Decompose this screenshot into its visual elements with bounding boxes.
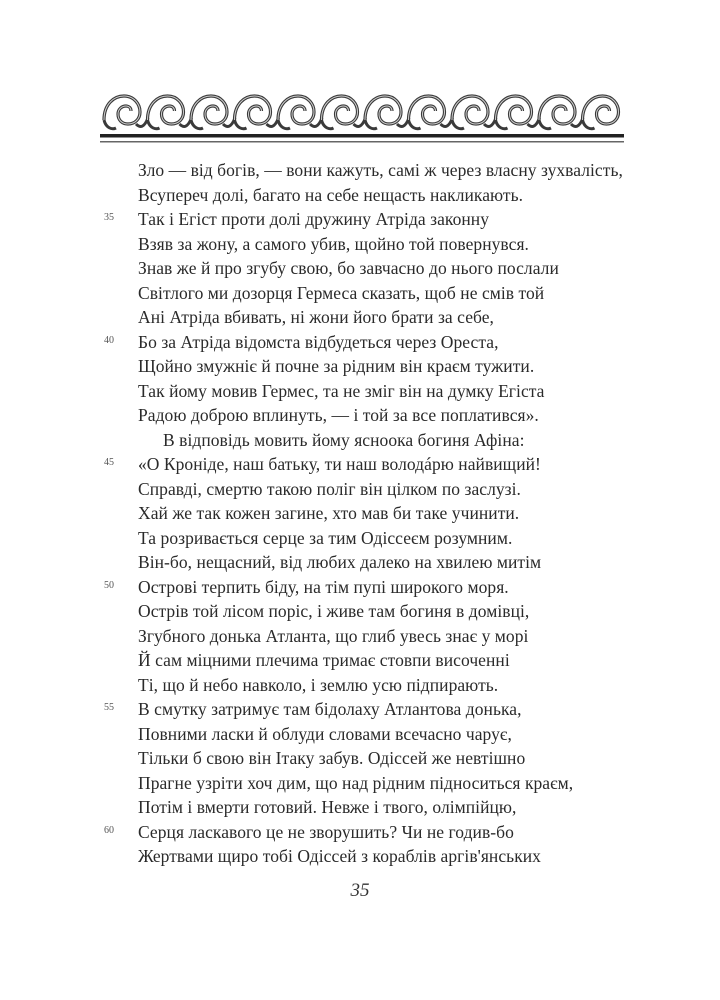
verse-line — [0, 722, 720, 747]
line-text: Ані Атріда вбивать, ні жони його брати за себе, — [138, 307, 494, 327]
line-text: Потім і вмерти готовий. Невже і твого, олімпійцю, — [138, 797, 517, 817]
line-text: Жертвами щиро тобі Одіссей з кораблів аргів'янських — [138, 846, 541, 866]
verse-line — [0, 403, 720, 428]
verse-line — [0, 501, 720, 526]
verse-line — [0, 183, 720, 208]
line-text: Він-бо, нещасний, від любих далеко на хвилею митім — [138, 552, 542, 572]
line-text: Так і Егіст проти долі дружину Атріда законну — [138, 209, 490, 229]
verse-line — [0, 305, 720, 330]
verse-line — [0, 379, 720, 404]
line-text: Знав же й про згубу свою, бо завчасно до нього послали — [138, 258, 559, 278]
line-text: Взяв за жону, а самого убив, щойно той повернувся. — [138, 233, 529, 254]
line-text: Зло — від богів, — вони кажуть, самі ж через власну зухвалість, — [138, 160, 623, 180]
verse-line — [0, 526, 720, 551]
line-number: 50 — [104, 579, 115, 591]
line-text: Всупереч долі, багато на себе нещасть накликають. — [138, 184, 524, 205]
page-number: 35 — [350, 880, 370, 901]
verse-line — [0, 550, 720, 575]
verse-line — [0, 697, 720, 722]
line-text: Бо за Атріда відомста відбудеться через Ореста, — [138, 331, 499, 352]
verse-line — [0, 575, 720, 600]
verse-line — [0, 844, 720, 869]
line-number: 40 — [104, 334, 115, 346]
verse-line — [0, 256, 720, 281]
line-number: 45 — [104, 457, 115, 468]
line-text: Справді, смертю такою поліг він цілком по заслузі. — [138, 478, 521, 499]
verse-line — [0, 746, 720, 771]
line-text: Щойно змужніє й почне за рідним він краєм тужити. — [138, 356, 535, 376]
line-text: «О Кроніде, наш батьку, ти наш володáрю найвищий! — [138, 454, 541, 474]
greek-wave-ornament — [100, 88, 624, 148]
line-text: Та розривається серце за тим Одіссеєм розумним. — [138, 527, 513, 548]
verse-line — [0, 648, 720, 673]
line-text: Світлого ми дозорця Гермеса сказать, щоб не смів той — [138, 282, 545, 303]
verse-line — [0, 477, 720, 502]
line-text: Так йому мовив Гермес, та не зміг він на думку Егіста — [138, 380, 545, 401]
verse-line — [0, 820, 720, 845]
verse-line — [0, 452, 720, 477]
verse-line — [0, 158, 720, 183]
verse-line — [0, 673, 720, 698]
verse-line — [0, 599, 720, 624]
verse-line — [0, 281, 720, 306]
line-number: 55 — [104, 702, 115, 713]
line-text: Острові терпить біду, на тім пупі широкого моря. — [138, 576, 509, 597]
line-text: Хай же так кожен загине, хто мав би таке учинити. — [138, 503, 520, 523]
line-text: Радою доброю вплинуть, — і той за все поплатився». — [138, 405, 539, 425]
line-text: Прагне узріти хоч дим, що над рідним підноситься краєм, — [138, 772, 574, 793]
verse-line — [0, 354, 720, 379]
verse-line — [0, 207, 720, 232]
line-text: Повними ласки й облуди словами всечасно чарує, — [138, 723, 512, 744]
line-text: В відповідь мовить йому ясноока богиня Афіна: — [163, 429, 525, 450]
verse-line — [0, 330, 720, 355]
line-number: 35 — [104, 212, 115, 223]
verse-text — [0, 158, 720, 869]
verse-line — [0, 771, 720, 796]
line-text: В смутку затримує там бідолаху Атлантова донька, — [138, 699, 522, 719]
line-text: Ті, що й небо навколо, і землю усю підпирають. — [138, 674, 499, 695]
verse-line — [0, 428, 720, 453]
line-text: Згубного донька Атланта, що глиб увесь знає у морі — [138, 625, 529, 646]
line-text: Острів той лісом поріс, і живе там богиня в домівці, — [138, 601, 530, 621]
verse-line — [0, 795, 720, 820]
verse-line — [0, 624, 720, 649]
line-text: Серця ласкавого це не зворушить? Чи не годив-бо — [138, 821, 514, 842]
line-text: Й сам міцними плечима тримає стовпи височенні — [138, 650, 510, 670]
verse-line — [0, 232, 720, 257]
line-number: 60 — [104, 824, 115, 836]
wave-border-icon — [100, 88, 624, 148]
line-text: Тільки б свою він Ітаку забув. Одіссей же невтішно — [138, 748, 526, 768]
